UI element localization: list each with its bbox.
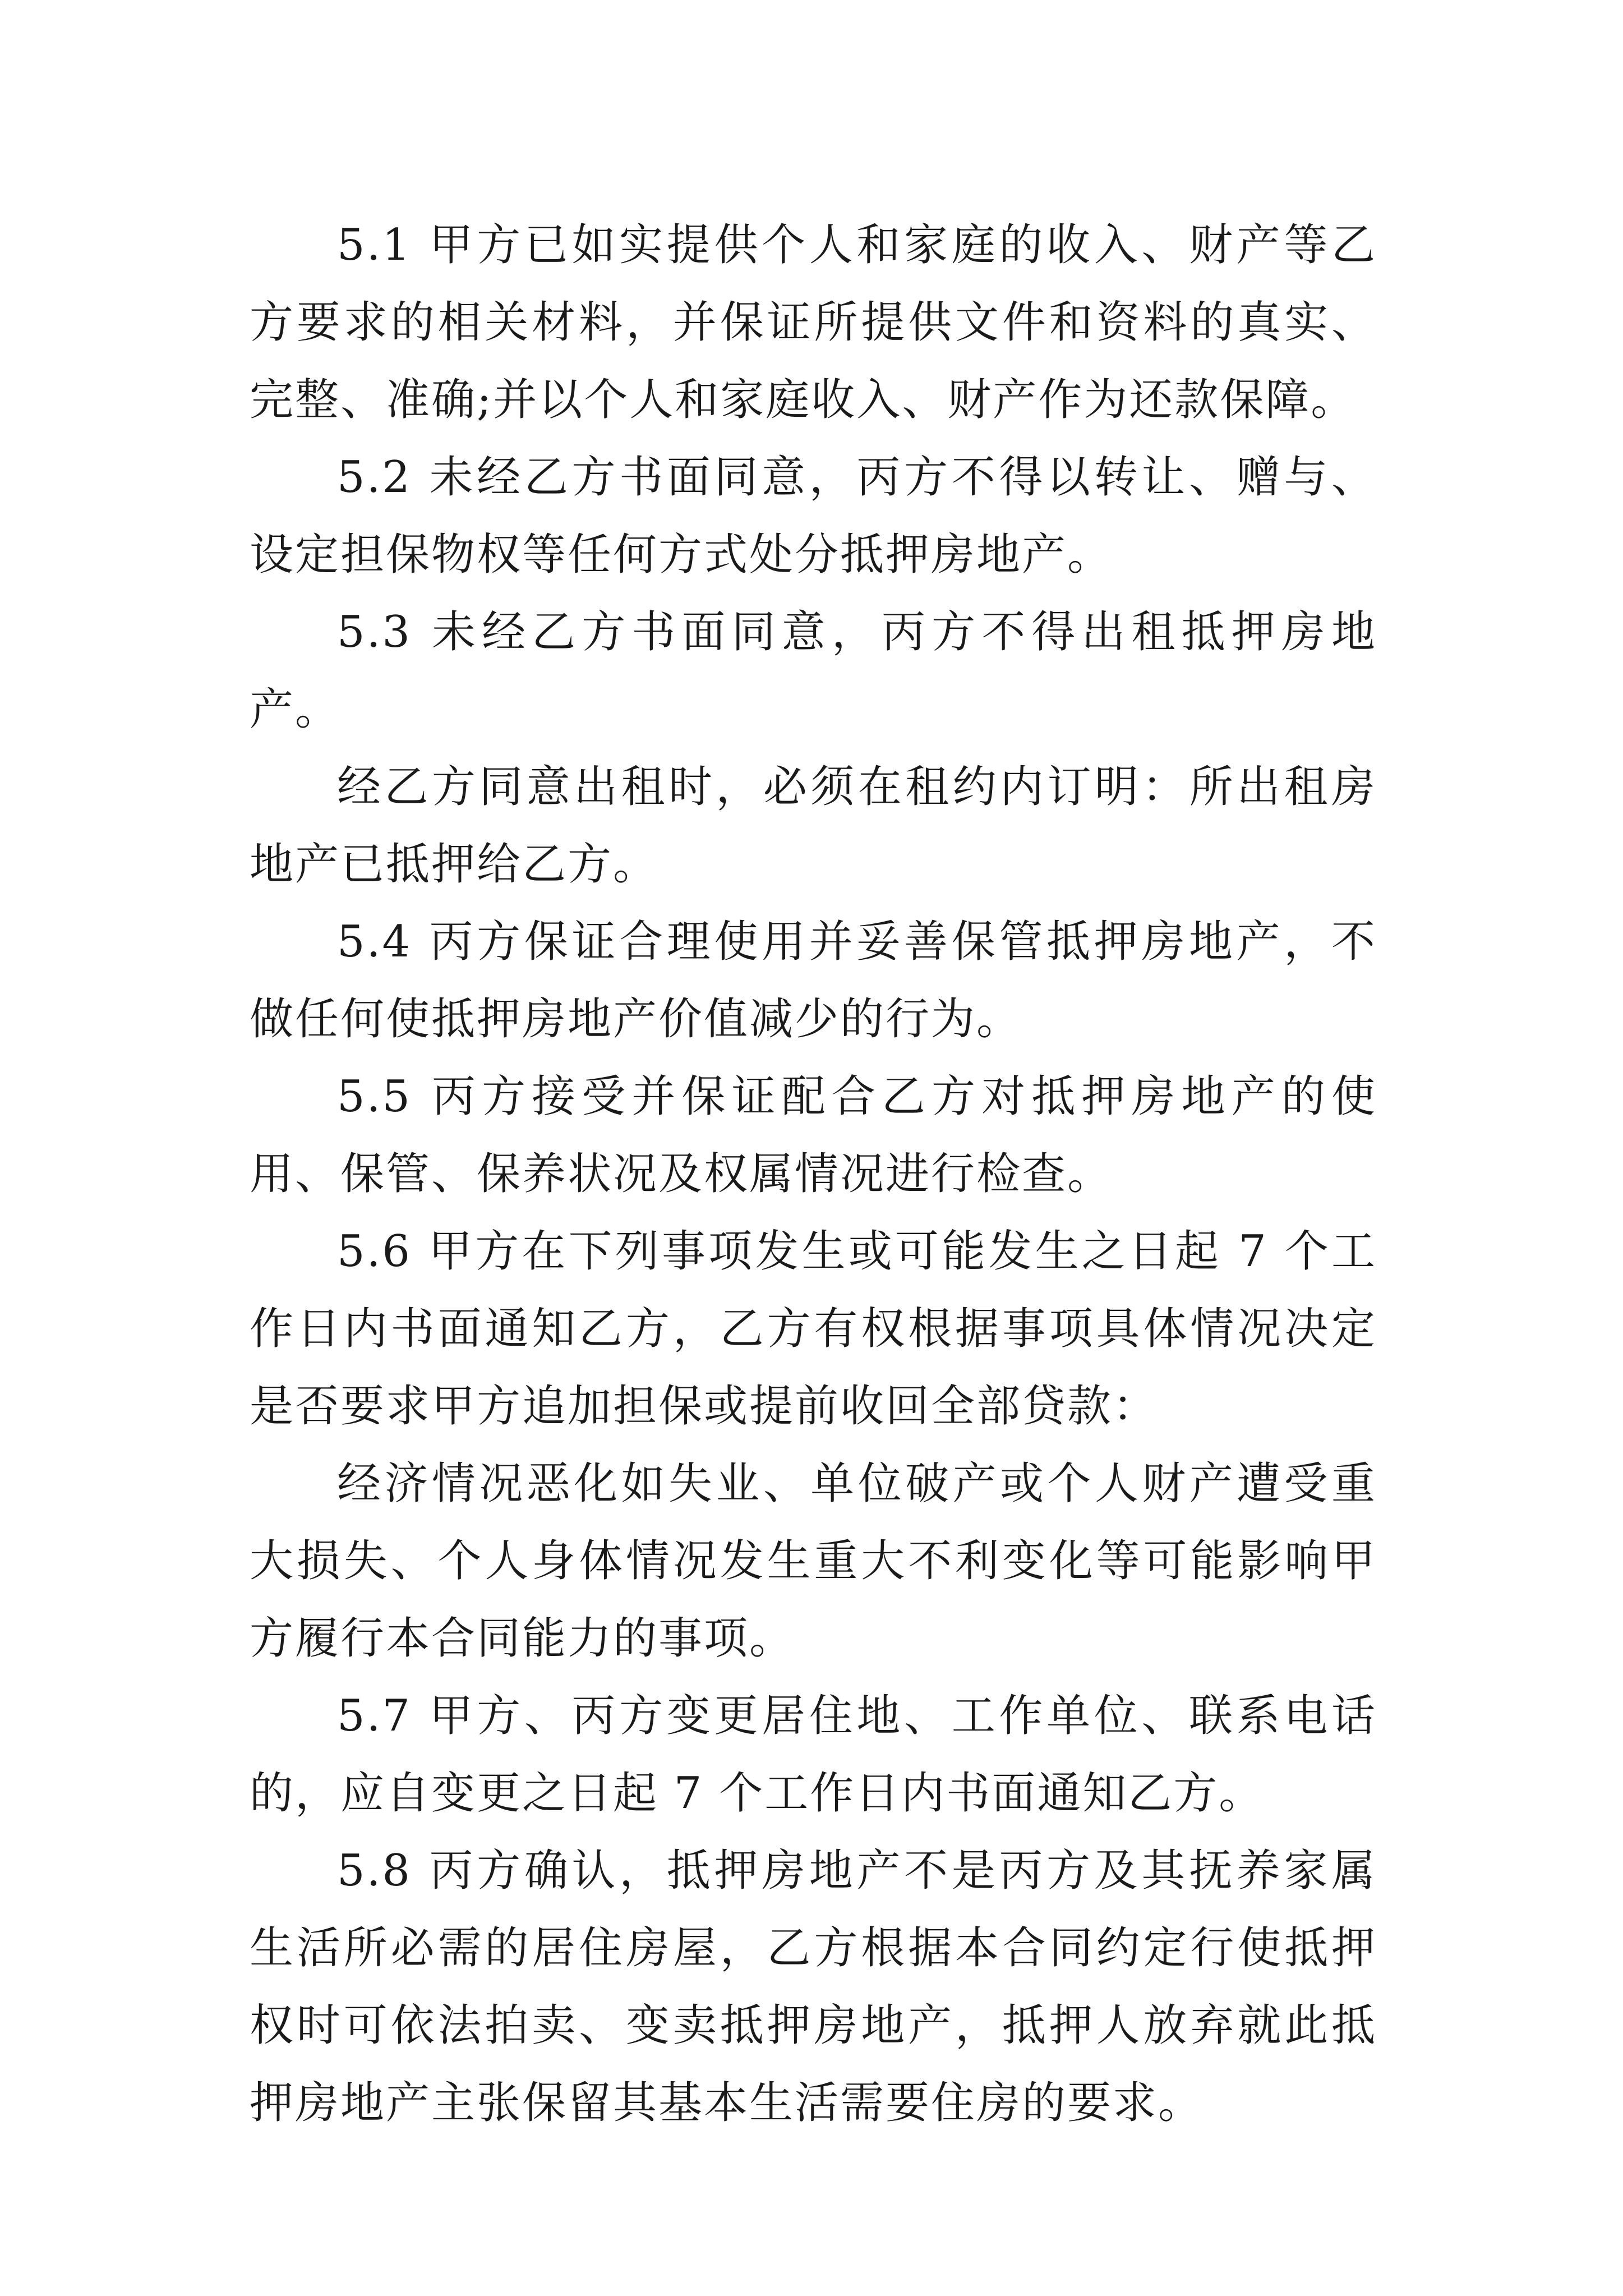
clause-5-4: 5.4 丙方保证合理使用并妥善保管抵押房地产，不做任何使抵押房地产价值减少的行为。 [250,917,1377,1045]
clause-5-5: 5.5 丙方接受并保证配合乙方对抵押房地产的使用、保管、保养状况及权属情况进行检查。 [250,1071,1377,1199]
clause-5-3: 5.3 未经乙方书面同意，丙方不得出租抵押房地产。 [250,607,1377,735]
document-body [250,206,1377,2142]
clause-5-2: 5.2 未经乙方书面同意，丙方不得以转让、赠与、设定担保物权等任何方式处分抵押房地产。 [250,452,1377,580]
clause-5-6: 5.6 甲方在下列事项发生或可能发生之日起 7 个工作日内书面通知乙方，乙方有权根据事项具体情况决定是否要求甲方追加担保或提前收回全部贷款： [250,1226,1377,1432]
clause-5-8: 5.8 丙方确认，抵押房地产不是丙方及其抚养家属生活所必需的居住房屋，乙方根据本合同约定行使抵押权时可依法拍卖、变卖抵押房地产，抵押人放弃就此抵押房地产主张保留其基本生活需要住房的要求。 [250,1846,1377,2128]
clause-5-7: 5.7 甲方、丙方变更居住地、工作单位、联系电话的，应自变更之日起 7 个工作日内书面通知乙方。 [250,1691,1377,1819]
clause-5-3-continuation: 经乙方同意出租时，必须在租约内订明：所出租房地产已抵押给乙方。 [250,762,1377,890]
clause-5-6-continuation: 经济情况恶化如失业、单位破产或个人财产遭受重大损失、个人身体情况发生重大不利变化等可能影响甲方履行本合同能力的事项。 [250,1458,1377,1664]
clause-5-1: 5.1 甲方已如实提供个人和家庭的收入、财产等乙方要求的相关材料，并保证所提供文件和资料的真实、完整、准确;并以个人和家庭收入、财产作为还款保障。 [250,220,1377,425]
